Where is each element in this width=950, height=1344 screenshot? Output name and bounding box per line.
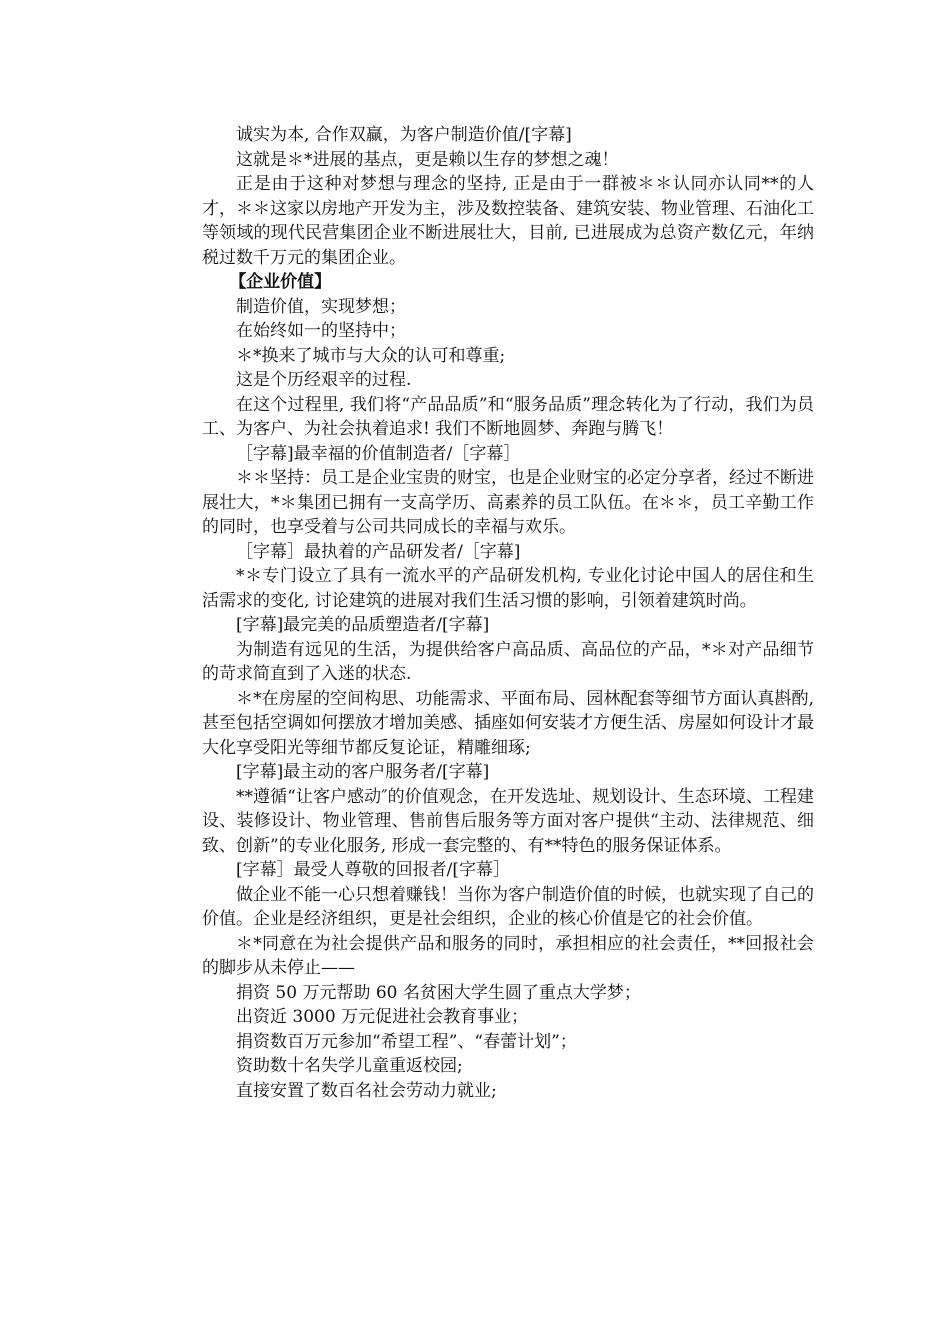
paragraph: 在始终如一的坚持中； [236,321,406,341]
list-item: 出资近 3000 万元促进社会教育事业； [236,1007,529,1027]
list-item: 捐资数百万元参加“希望工程”、“春蕾计划”； [236,1031,577,1052]
section-heading: 【企业价值】 [229,272,332,292]
subtitle-caption: ［字幕］最执着的产品研发者/［字幕] [236,541,521,562]
paragraph: 制造价值，实现梦想； [236,296,406,317]
paragraph: 在这个过程里, 我们将“产品品质”和“服务品质”理念转化为了行动，我们为员工、为客户、为社会执着追求! 我们不断地圆梦、奔跑与腾飞！ [202,394,814,439]
paragraph: 做企业不能一心只想着赚钱！当你为客户制造价值的时候，也就实现了自己的价值。企业是经济组织，更是社会组织，企业的核心价值是它的社会价值。 [202,884,814,929]
paragraph: 为制造有远见的生活，为提供给客户高品质、高品位的产品，*＊对产品细节的苛求简直到了入迷的状态. [202,639,814,684]
subtitle-caption: [字幕]最完美的品质塑造者/[字幕] [236,615,490,635]
subtitle-caption: [字幕]最主动的客户服务者/[字幕] [236,762,490,782]
paragraph: ＊＊坚持：员工是企业宝贵的财宝，也是企业财宝的必定分享者，经过不断进展壮大，*＊集团已拥有一支高学历、高素养的员工队伍。在＊＊，员工辛勤工作的同时，也享受着与公司共同成长的幸福与欢乐。 [202,468,814,537]
subtitle-caption: ［字幕]最幸福的价值制造者/［字幕］ [236,443,521,464]
paragraph: ＊*同意在为社会提供产品和服务的同时，承担相应的社会责任，**回报社会的脚步从未停止—— [202,933,814,978]
document-body [202,123,814,1103]
paragraph: **遵循“让客户感动″的价值观念，在开发选址、规划设计、生态环境、工程建设、装修设计、物业管理、售前售后服务等方面对客户提供“主动、法律规范、细致、创新”的专业化服务, 形成一套完整的、有**特色的服务保证体系。 [202,786,814,856]
paragraph: ＊*在房屋的空间构思、功能需求、平面布局、园林配套等细节方面认真斟酌, 甚至包括空调如何摆放才增加美感、插座如何安装才方便生活、房屋如何设计才最大化享受阳光等细节都反复论证，精雕细琢; [202,688,814,758]
paragraph: 诚实为本, 合作双赢，为客户制造价值/[字幕] [236,125,572,145]
list-item: 资助数十名失学儿童重返校园; [236,1056,463,1076]
paragraph: 正是由于这种对梦想与理念的坚持, 正是由于一群被＊＊认同亦认同**的人才，＊＊这家以房地产开发为主，涉及数控装备、建筑安装、物业管理、石油化工等领域的现代民营集团企业不断进展壮大，目前, 已进展成为总资产数亿元，年纳税过数千万元的集团企业。 [202,174,814,268]
paragraph: 这是个历经艰辛的过程. [236,370,412,390]
subtitle-caption: [字幕］最受人尊敬的回报者/[字幕］ [236,860,510,880]
list-item: 直接安置了数百名社会劳动力就业; [236,1080,497,1101]
list-item: 捐资 50 万元帮助 60 名贫困大学生圆了重点大学梦； [236,982,641,1003]
paragraph: 这就是＊*进展的基点，更是赖以生存的梦想之魂！ [236,149,619,170]
paragraph: ＊*换来了城市与大众的认可和尊重; [236,345,506,366]
paragraph: *＊专门设立了具有一流水平的产品研发机构, 专业化讨论中国人的居住和生活需求的变化, 讨论建筑的进展对我们生活习惯的影响，引领着建筑时尚。 [202,566,814,611]
